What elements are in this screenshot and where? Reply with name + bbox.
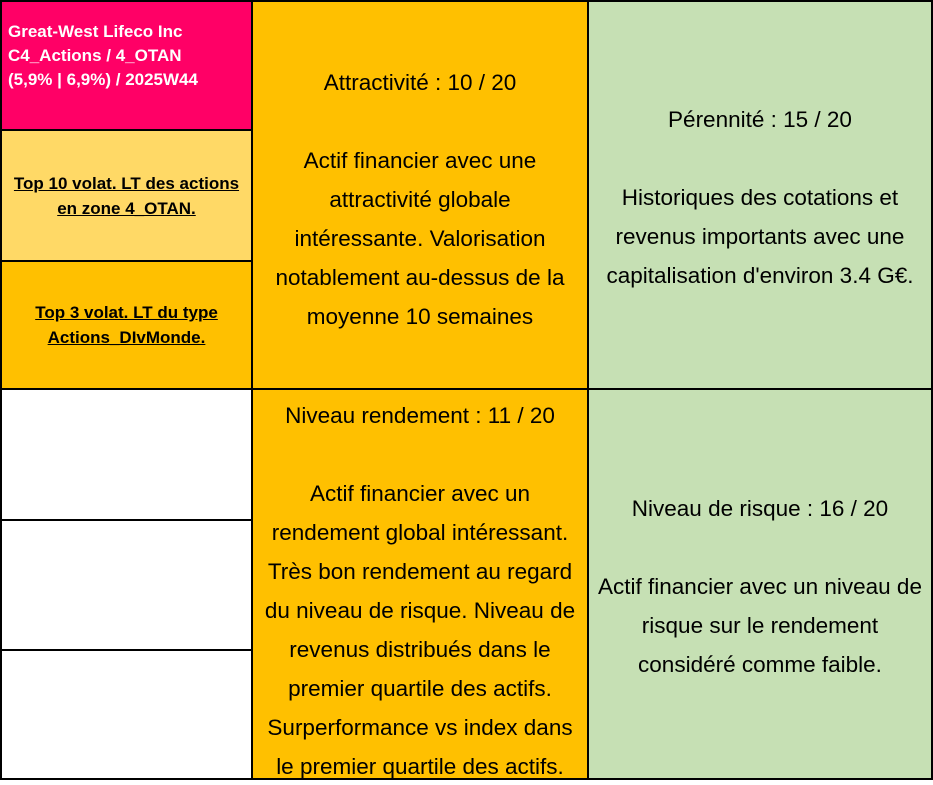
attractivite-panel: [251, 0, 589, 390]
asset-header-cell: [0, 0, 253, 131]
perennite-panel: [587, 0, 933, 390]
attractivite-description: Actif financier avec une attractivité globale intéressante. Valorisation notablement au-dessus de la moyenne 10 semaines: [275, 148, 565, 329]
top10-volatility-link[interactable]: Top 10 volat. LT des actions en zone 4_OTAN.: [13, 173, 240, 218]
perennite-description: Historiques des cotations et revenus importants avec une capitalisation d'environ 3.4 G€.: [606, 185, 914, 288]
top3-volatility-link[interactable]: Top 3 volat. LT du type Actions_DIvMonde.: [35, 303, 218, 347]
range-week: (5,9% | 6,9%) / 2025W44: [8, 70, 198, 89]
top3-volatility-tag-cell: [0, 260, 253, 390]
attractivite-title: Attractivité : 10 / 20: [323, 70, 517, 95]
empty-cell-3: [0, 649, 253, 780]
risque-title: Niveau de risque : 16 / 20: [631, 496, 889, 521]
risque-description: Actif financier avec un niveau de risque sur le rendement considéré comme faible.: [598, 574, 922, 677]
risque-panel: [587, 388, 933, 780]
empty-cell-1: [0, 388, 253, 521]
rendement-panel: [251, 388, 589, 780]
empty-cell-2: [0, 519, 253, 651]
top10-volatility-tag-cell: [0, 129, 253, 262]
rendement-title: Niveau rendement : 11 / 20: [285, 403, 555, 428]
rendement-description: Actif financier avec un rendement global intéressant. Très bon rendement au regard du niveau de risque. Niveau de revenus distribués dans le premier quartile des actifs. Surperformance vs index dans le premier quartile des actifs.: [264, 481, 576, 779]
perennite-title: Pérennité : 15 / 20: [668, 107, 852, 132]
company-name: Great-West Lifeco Inc: [8, 22, 183, 41]
asset-category: C4_Actions / 4_OTAN: [8, 46, 182, 65]
